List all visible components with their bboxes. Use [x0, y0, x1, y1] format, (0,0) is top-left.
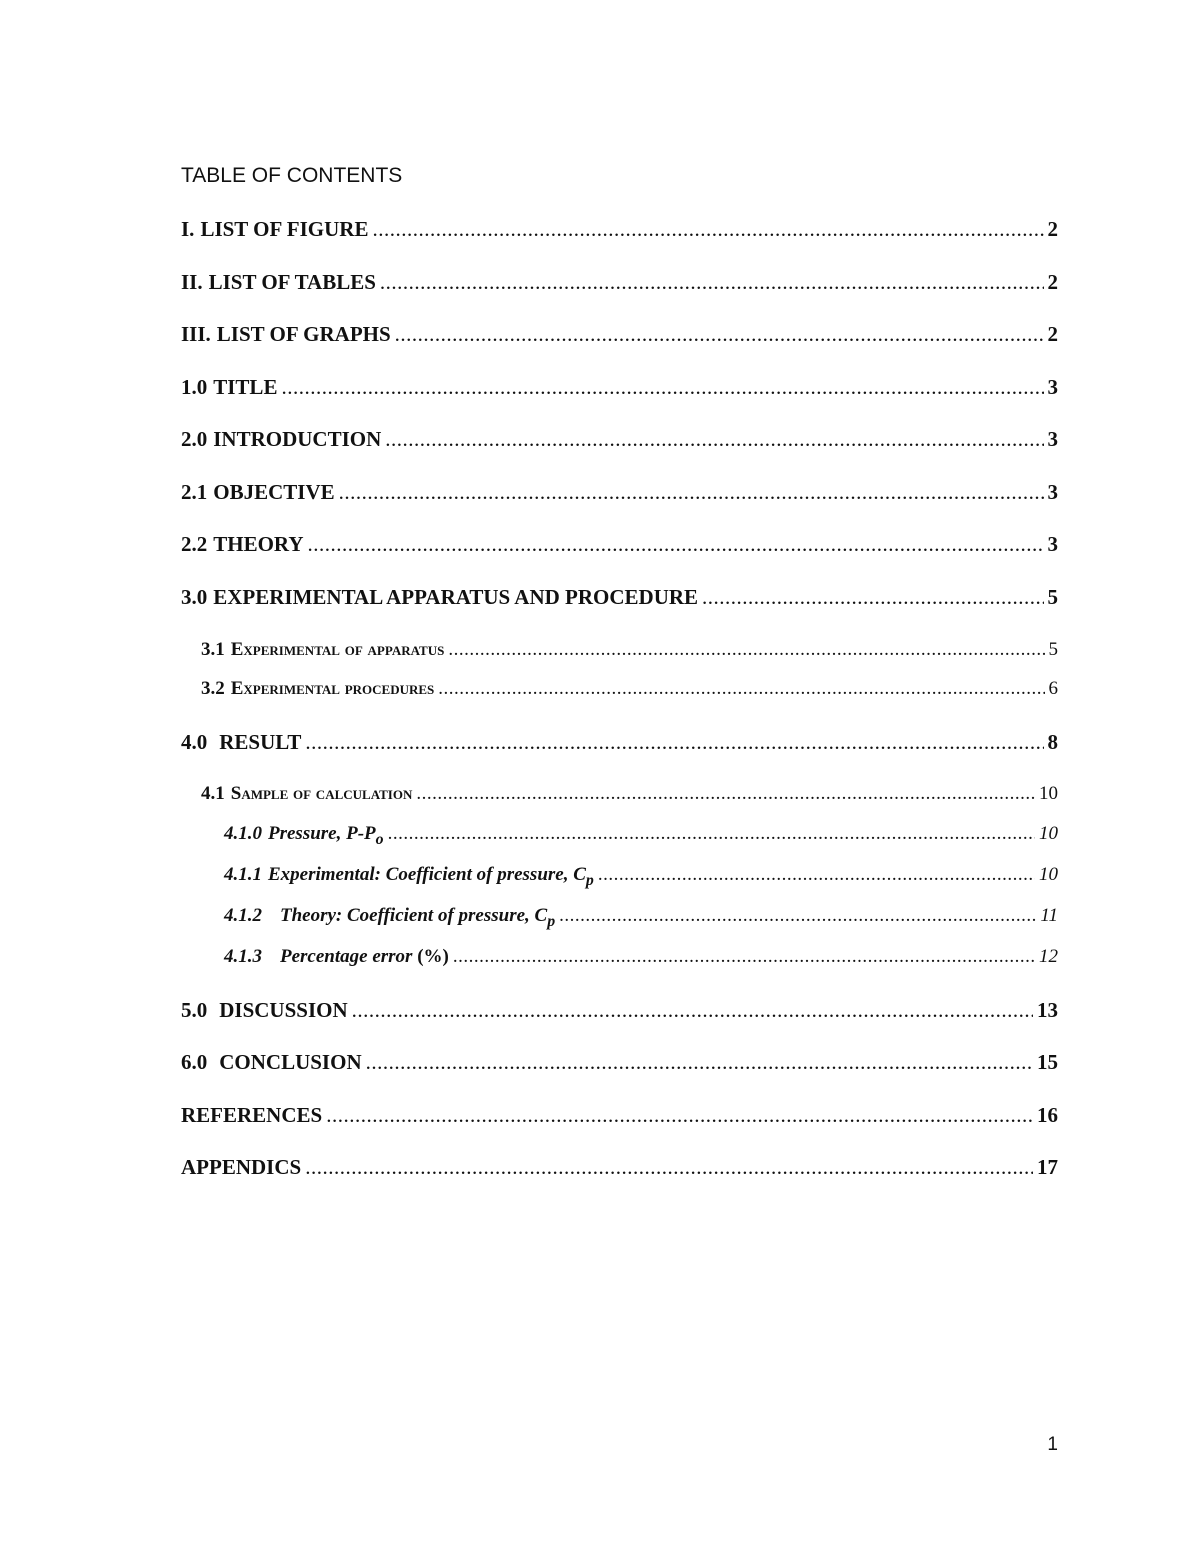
toc-entry-label: REFERENCES — [181, 1103, 323, 1127]
dot-leader — [438, 678, 1044, 700]
toc-entry-number: 4.1.3 — [224, 946, 262, 967]
toc-entry-discussion[interactable] — [181, 998, 1058, 1023]
toc-heading: TABLE OF CONTENTS — [181, 164, 403, 187]
toc-entry-number: 2.2 — [181, 532, 208, 556]
toc-entry-list-of-graphs[interactable] — [181, 322, 1058, 347]
dot-leader — [326, 1103, 1033, 1128]
toc-entry-page: 10 — [1039, 864, 1058, 885]
dot-leader — [305, 730, 1043, 755]
toc-entry-page: 12 — [1039, 946, 1058, 967]
dot-leader — [380, 270, 1044, 295]
subscript: p — [585, 871, 594, 889]
toc-entry-list-of-tables[interactable] — [181, 270, 1058, 295]
toc-entry-number: 3.1 — [201, 639, 225, 660]
toc-entry-number: 4.1.2 — [224, 905, 262, 926]
toc-entry-label: INTRODUCTION — [213, 427, 382, 451]
toc-entry-number: 3.2 — [201, 678, 225, 699]
toc-entry-number: 4.0 — [181, 730, 208, 754]
toc-entry-label: CONCLUSION — [219, 1050, 362, 1074]
toc-entry-label: Experimental procedures — [230, 678, 435, 699]
dot-leader — [366, 1050, 1033, 1075]
toc-entry-theory[interactable] — [181, 532, 1058, 557]
dot-leader — [372, 217, 1043, 242]
toc-entry-number: 4.1.1 — [224, 864, 262, 885]
toc-entry-number: 1.0 — [181, 375, 208, 399]
toc-entry-number: 2.0 — [181, 427, 208, 451]
toc-entry-theory-cp[interactable] — [224, 905, 1058, 931]
toc-entry-percentage-error[interactable] — [224, 946, 1058, 968]
toc-entry-number: 4.1.0 — [224, 823, 262, 844]
toc-entry-number: II. — [181, 270, 203, 294]
dot-leader — [559, 905, 1036, 927]
toc-entry-label: DISCUSSION — [219, 998, 348, 1022]
toc-entry-page: 13 — [1037, 998, 1058, 1022]
toc-entry-label — [268, 823, 384, 849]
toc-entry-pressure[interactable] — [224, 823, 1058, 849]
toc-entry-label — [280, 946, 449, 968]
toc-entry-number: 6.0 — [181, 1050, 208, 1074]
toc-entry-page: 5 — [1048, 639, 1058, 660]
toc-entry-label: APPENDICS — [181, 1155, 302, 1179]
toc-entry-label — [268, 864, 594, 890]
toc-entry-label-extra: (%) — [417, 946, 449, 967]
toc-entry-number: 4.1 — [201, 783, 225, 804]
toc-entry-page: 17 — [1037, 1155, 1058, 1179]
toc-entry-label-text: Percentage error — [280, 946, 413, 967]
toc-entry-label: LIST OF TABLES — [208, 270, 376, 294]
toc-entry-number: I. — [181, 217, 195, 241]
dot-leader — [448, 639, 1044, 661]
toc-entry-conclusion[interactable] — [181, 1050, 1058, 1075]
toc-entry-label: TITLE — [213, 375, 278, 399]
toc-entry-experimental-procedures[interactable] — [201, 678, 1058, 700]
toc-entry-sample-calculation[interactable] — [201, 783, 1058, 805]
toc-entry-number: 5.0 — [181, 998, 208, 1022]
dot-leader — [385, 427, 1043, 452]
toc-entry-page: 3 — [1047, 480, 1058, 504]
toc-entry-introduction[interactable] — [181, 427, 1058, 452]
toc-entry-page: 11 — [1040, 905, 1058, 926]
toc-entry-label: Experimental of apparatus — [230, 639, 445, 660]
toc-entry-number: III. — [181, 322, 211, 346]
toc-entry-page: 2 — [1047, 270, 1058, 294]
toc-entry-page: 2 — [1047, 217, 1058, 241]
toc-entry-list-of-figure[interactable] — [181, 217, 1058, 242]
toc-entry-page: 3 — [1047, 532, 1058, 556]
toc-entry-objective[interactable] — [181, 480, 1058, 505]
toc-entry-title[interactable] — [181, 375, 1058, 400]
toc-entry-label: OBJECTIVE — [213, 480, 335, 504]
toc-entry-experimental-apparatus[interactable] — [201, 639, 1058, 661]
dot-leader — [388, 823, 1035, 845]
dot-leader — [352, 998, 1033, 1023]
toc-entry-references[interactable] — [181, 1103, 1058, 1128]
page-number: 1 — [1047, 1434, 1058, 1455]
toc-entry-experimental-cp[interactable] — [224, 864, 1058, 890]
toc-entry-appendics[interactable] — [181, 1155, 1058, 1180]
toc-entry-label: LIST OF GRAPHS — [216, 322, 391, 346]
toc-entry-label: Sample of calculation — [230, 783, 413, 804]
toc-entry-label: EXPERIMENTAL APPARATUS AND PROCEDURE — [213, 585, 699, 609]
toc-entry-label: LIST OF FIGURE — [200, 217, 369, 241]
subscript: p — [547, 912, 556, 930]
toc-entry-label — [280, 905, 555, 931]
toc-entry-label: RESULT — [219, 730, 302, 754]
toc-entry-page: 3 — [1047, 375, 1058, 399]
toc-entry-label: THEORY — [213, 532, 304, 556]
dot-leader — [305, 1155, 1033, 1180]
dot-leader — [702, 585, 1043, 610]
toc-entry-apparatus-procedure[interactable] — [181, 585, 1058, 610]
toc-entry-page: 16 — [1037, 1103, 1058, 1127]
dot-leader — [339, 480, 1044, 505]
dot-leader — [308, 532, 1044, 557]
dot-leader — [598, 864, 1035, 886]
toc-entry-result[interactable] — [181, 730, 1058, 755]
toc-entry-page: 8 — [1047, 730, 1058, 754]
toc-entry-number: 3.0 — [181, 585, 208, 609]
dot-leader — [453, 946, 1035, 968]
toc-entry-page: 10 — [1039, 783, 1058, 804]
toc-entry-page: 2 — [1047, 322, 1058, 346]
subscript: o — [375, 830, 384, 848]
toc-entry-page: 6 — [1048, 678, 1058, 699]
toc-entry-page: 3 — [1047, 427, 1058, 451]
toc-entry-label-text: Pressure, P-P — [268, 823, 376, 844]
toc-entry-page: 5 — [1047, 585, 1058, 609]
dot-leader — [395, 322, 1044, 347]
toc-entry-label-text: Theory: Coefficient of pressure, C — [280, 905, 548, 926]
dot-leader — [281, 375, 1043, 400]
toc-entry-number: 2.1 — [181, 480, 208, 504]
toc-entry-label-text: Experimental: Coefficient of pressure, C — [268, 864, 586, 885]
toc-entry-page: 15 — [1037, 1050, 1058, 1074]
dot-leader — [416, 783, 1035, 805]
toc-entry-page: 10 — [1039, 823, 1058, 844]
